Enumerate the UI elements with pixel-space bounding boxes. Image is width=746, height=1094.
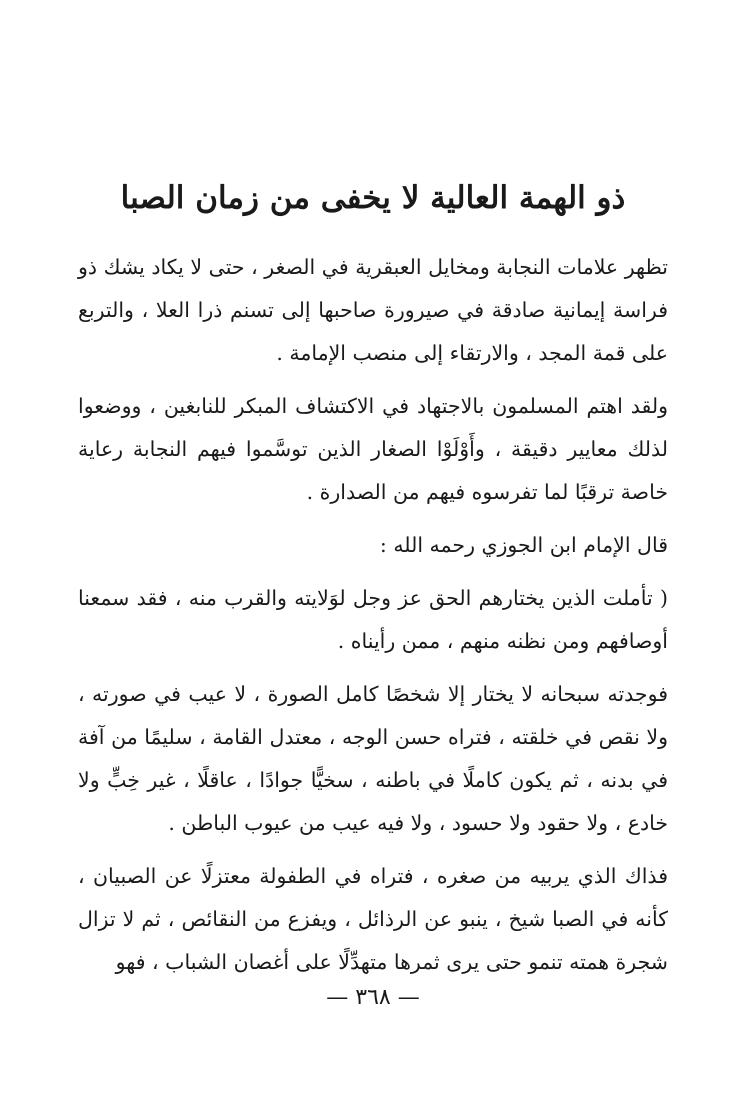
page-number: — ٣٦٨ —	[326, 985, 420, 1010]
paragraph: فوجدته سبحانه لا يختار إلا شخصًا كامل الصورة ، لا عيب في صورته ، ولا نقص في خلقته ، فتراه حسن الوجه ، معتدل القامة ، سليمًا من آفة في بدنه ، ثم يكون كاملًا في باطنه ، سخيًّا جوادًا ، عاقلًا ، غير خِبٍّ ولا خادع ، ولا حقود ولا حسود ، ولا فيه عيب من عيوب الباطن .	[78, 682, 668, 835]
body-text	[78, 246, 668, 994]
chapter-title: ذو الهمة العالية لا يخفى من زمان الصبا	[120, 180, 626, 216]
paragraph: فذاك الذي يربيه من صغره ، فتراه في الطفولة معتزلًا عن الصبيان ، كأنه في الصبا شيخ ، ينبو عن الرذائل ، ويفزع من النقائص ، ثم لا تزال شجرة همته تنمو حتى يرى ثمرها متهدِّلًا على أغصان الشباب ، فهو	[78, 864, 668, 974]
paragraph: ولقد اهتم المسلمون بالاجتهاد في الاكتشاف المبكر للنابغين ، ووضعوا لذلك معايير دقيقة ، وأَوْلَوْا الصغار الذين توسَّموا فيهم النجابة رعاية خاصة ترقبًا لما تفرسوه فيهم من الصدارة .	[78, 394, 668, 504]
document-page	[78, 0, 668, 1094]
paragraph: ( تأملت الذين يختارهم الحق عز وجل لوَلايته والقرب منه ، فقد سمعنا أوصافهم ومن نظنه منهم ، ممن رأيناه .	[78, 586, 668, 653]
paragraph: تظهر علامات النجابة ومخايل العبقرية في الصغر ، حتى لا يكاد يشك ذو فراسة إيمانية صادقة في صيرورة صاحبها إلى تسنم ذرا العلا ، والتربع على قمة المجد ، والارتقاء إلى منصب الإمامة .	[78, 255, 668, 365]
paragraph: قال الإمام ابن الجوزي رحمه الله :	[379, 533, 668, 557]
